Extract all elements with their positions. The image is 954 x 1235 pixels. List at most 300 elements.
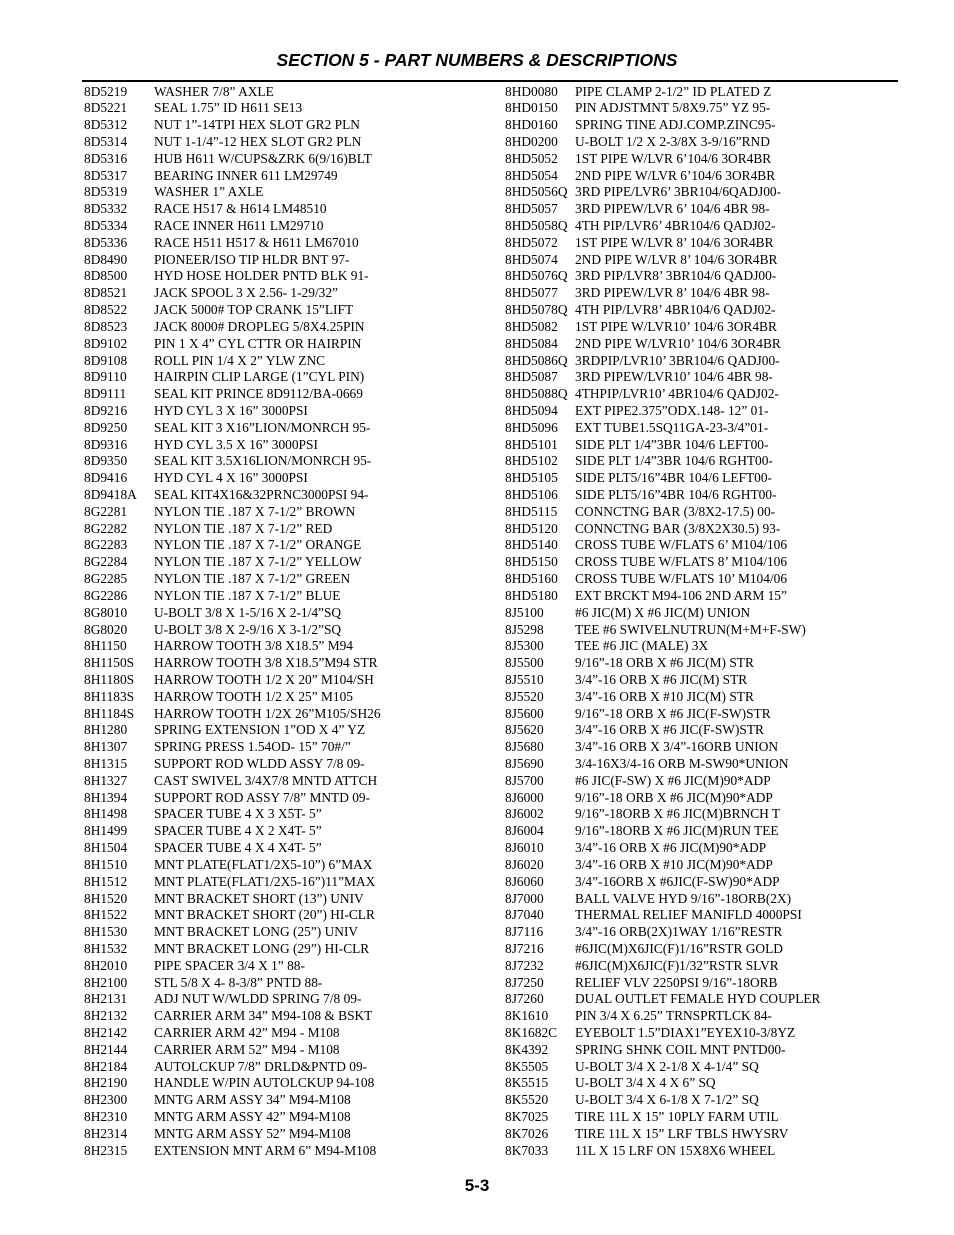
part-number: 8H2315 (84, 1142, 128, 1158)
part-description: 3RD PIPEW/LVR 6’ 104/6 4BR 98- (575, 201, 770, 217)
part-description: CAST SWIVEL 3/4X7/8 MNTD ATTCH (154, 772, 378, 788)
part-row (505, 134, 898, 151)
parts-list-right-column (505, 84, 898, 1160)
part-number: 8J6010 (505, 840, 544, 856)
part-row (505, 739, 898, 756)
part-row (84, 1025, 494, 1042)
part-description: WASHER 7/8” AXLE (154, 83, 274, 99)
part-number: 8HD5054 (505, 167, 558, 183)
part-number: 8H2142 (84, 1025, 128, 1040)
part-number: 8G2285 (84, 571, 128, 587)
part-number: 8J6004 (505, 823, 544, 839)
part-number: 8J5298 (505, 621, 544, 637)
part-row (84, 470, 494, 487)
part-row (84, 235, 494, 252)
part-number: 8H2010 (84, 957, 128, 973)
part-number: 8J6002 (505, 806, 544, 822)
part-number: 8D5336 (84, 234, 128, 250)
part-description: HARROW TOOTH 3/8 X18.5”M94 STR (154, 655, 378, 671)
part-number: 8J7216 (505, 940, 544, 956)
part-row (84, 1126, 494, 1143)
part-row (84, 1042, 494, 1059)
part-description: U-BOLT 1/2 X 2-3/8X 3-9/16”RND (575, 133, 770, 149)
part-description: HYD CYL 4 X 16” 3000PSI (154, 470, 308, 486)
part-description: RACE H517 & H614 LM48510 (154, 201, 327, 217)
part-description: SIDE PLT 1/4”3BR 104/6 LEFT00- (575, 436, 769, 452)
part-row (505, 571, 898, 588)
part-number: 8K7033 (505, 1142, 549, 1158)
part-number: 8HD5077 (505, 285, 558, 301)
part-description: MNT PLATE(FLAT1/2X5-10”) 6”MAX (154, 856, 373, 872)
part-row (84, 1008, 494, 1025)
part-row (84, 924, 494, 941)
part-description: PIPE SPACER 3/4 X 1” 88- (154, 957, 305, 973)
part-row (84, 336, 494, 353)
part-row (505, 991, 898, 1008)
part-number: 8D5314 (84, 133, 128, 149)
part-row (505, 252, 898, 269)
part-description: CONNCTNG BAR (3/8X2X30.5) 93- (575, 520, 781, 536)
part-number: 8D9250 (84, 419, 128, 435)
part-description: CROSS TUBE W/FLATS 6’ M104/106 (575, 537, 788, 553)
part-description: 9/16”-18ORB X #6 JIC(M)BRNCH T (575, 806, 781, 822)
part-description: SPRING SHNK COIL MNT PNTD00- (575, 1041, 786, 1057)
part-number: 8H1530 (84, 924, 128, 940)
part-number: 8HD5120 (505, 520, 558, 536)
part-number: 8D5221 (84, 100, 128, 116)
part-number: 8HD5052 (505, 150, 558, 166)
part-number: 8K5505 (505, 1058, 549, 1074)
part-number: 8D8490 (84, 251, 128, 267)
part-row (84, 117, 494, 134)
part-number: 8G2284 (84, 554, 128, 570)
part-description: U-BOLT 3/8 X 1-5/16 X 2-1/4”SQ (154, 604, 342, 620)
part-number: 8H1307 (84, 739, 128, 755)
part-description: 1ST PIPE W/LVR 6’104/6 3OR4BR (575, 150, 772, 166)
part-number: 8HD5140 (505, 537, 558, 553)
part-description: #6JIC(M)X6JIC(F)1/16”RSTR GOLD (575, 940, 783, 956)
part-description: MNT PLATE(FLAT1/2X5-16”)11”MAX (154, 873, 376, 889)
part-number: 8D9418A (84, 487, 137, 502)
part-number: 8J6020 (505, 856, 544, 872)
part-description: 1ST PIPE W/LVR 8’ 104/6 3OR4BR (575, 234, 774, 250)
part-number: 8D5332 (84, 201, 128, 217)
part-description: CARRIER ARM 42” M94 - M108 (154, 1025, 340, 1040)
part-number: 8HD5057 (505, 201, 558, 217)
part-number: 8J5620 (505, 722, 544, 738)
part-description: 9/16”-18 ORB X #6 JIC(F-SW)STR (575, 705, 771, 721)
part-row (84, 1075, 494, 1092)
part-row (84, 739, 494, 756)
part-row (84, 907, 494, 924)
part-number: 8HD5115 (505, 503, 558, 519)
part-number: 8HD0160 (505, 117, 558, 133)
part-number: 8H2314 (84, 1125, 128, 1141)
part-row (505, 1025, 898, 1042)
part-description: SUPPORT ROD WLDD ASSY 7/8 09- (154, 756, 365, 771)
part-description: NUT 1-1/4”-12 HEX SLOT GR2 PLN (154, 133, 362, 149)
part-number: 8H2131 (84, 991, 128, 1007)
part-number: 8D8500 (84, 268, 128, 284)
part-row (505, 554, 898, 571)
part-row (505, 1143, 898, 1160)
part-row (84, 1109, 494, 1126)
part-number: 8D9110 (84, 369, 127, 385)
part-description: SIDE PLT5/16”4BR 104/6 RGHT00- (575, 487, 777, 502)
part-description: 2ND PIPE W/LVR10’ 104/6 3OR4BR (575, 335, 781, 351)
part-number: 8H2132 (84, 1008, 128, 1024)
part-row (84, 285, 494, 302)
part-description: #6 JIC(F-SW) X #6 JIC(M)90*ADP (575, 772, 771, 788)
part-description: RACE INNER H611 LM29710 (154, 218, 324, 233)
part-number: 8D9102 (84, 335, 128, 351)
part-description: HYD CYL 3 X 16” 3000PSI (154, 402, 308, 418)
part-row (505, 941, 898, 958)
part-description: TEE #6 JIC (MALE) 3X (575, 638, 709, 654)
part-description: SEAL KIT4X16&32PRNC3000PSI 94- (154, 487, 369, 502)
part-row (505, 437, 898, 454)
part-description: WASHER 1” AXLE (154, 184, 264, 200)
part-description: 4THPIP/LVR10’ 4BR104/6 QADJ02- (575, 386, 779, 402)
part-description: U-BOLT 3/8 X 2-9/16 X 3-1/2”SQ (154, 621, 342, 637)
part-number: 8G2286 (84, 587, 128, 603)
part-row (84, 806, 494, 823)
part-row (505, 672, 898, 689)
part-number: 8HD5088Q (505, 386, 568, 402)
part-row (505, 722, 898, 739)
part-number: 8D9416 (84, 470, 128, 486)
part-description: SPACER TUBE 4 X 3 X5T- 5” (154, 806, 322, 822)
part-row (505, 588, 898, 605)
part-description: #6 JIC(M) X #6 JIC(M) UNION (575, 604, 751, 620)
part-number: 8H1150S (84, 655, 135, 671)
part-row (84, 151, 494, 168)
part-row (505, 84, 898, 101)
part-number: 8J5690 (505, 756, 544, 771)
part-row (505, 857, 898, 874)
part-number: 8K5515 (505, 1075, 549, 1091)
part-row (84, 672, 494, 689)
part-number: 8H1183S (84, 688, 135, 704)
part-row (505, 521, 898, 538)
part-description: SEAL KIT 3 X16”LION/MONRCH 95- (154, 419, 371, 435)
part-description: 11L X 15 LRF ON 15X8X6 WHEEL (575, 1142, 776, 1158)
part-number: 8D5319 (84, 184, 128, 200)
part-description: CROSS TUBE W/FLATS 8’ M104/106 (575, 554, 788, 570)
part-description: 9/16”-18 ORB X #6 JIC(M) STR (575, 655, 754, 671)
part-row (505, 924, 898, 941)
part-row (505, 184, 898, 201)
part-description: SEAL KIT 3.5X16LION/MONRCH 95- (154, 453, 372, 469)
part-row (505, 470, 898, 487)
part-row (505, 689, 898, 706)
part-row (505, 420, 898, 437)
part-description: SPRING TINE ADJ.COMP.ZINC95- (575, 117, 776, 133)
part-number: 8H2310 (84, 1109, 128, 1125)
part-row (505, 369, 898, 386)
part-row (84, 168, 494, 185)
part-row (84, 773, 494, 790)
part-description: 3/4”-16 ORB X #10 JIC(M)90*ADP (575, 856, 773, 872)
part-row (505, 773, 898, 790)
part-number: 8HD5150 (505, 554, 558, 570)
part-number: 8G2282 (84, 520, 128, 536)
part-description: 3RD PIP/LVR8’ 3BR104/6 QADJ00- (575, 268, 777, 284)
part-number: 8J7116 (505, 924, 544, 940)
part-row (505, 823, 898, 840)
part-row (84, 84, 494, 101)
part-description: EXTENSION MNT ARM 6” M94-M108 (154, 1142, 377, 1158)
part-description: MNTG ARM ASSY 34” M94-M108 (154, 1092, 351, 1108)
part-number: 8K4392 (505, 1041, 549, 1057)
part-number: 8D5334 (84, 218, 128, 233)
part-row (84, 722, 494, 739)
part-row (505, 537, 898, 554)
part-row (84, 218, 494, 235)
part-description: 2ND PIPE W/LVR 8’ 104/6 3OR4BR (575, 251, 778, 267)
part-row (84, 706, 494, 723)
part-row (84, 134, 494, 151)
part-row (505, 336, 898, 353)
part-description: 3/4”-16 ORB X #6 JIC(M) STR (575, 671, 748, 687)
part-number: 8K7025 (505, 1109, 549, 1125)
part-description: JACK SPOOL 3 X 2.56- 1-29/32” (154, 285, 338, 301)
part-description: NYLON TIE .187 X 7-1/2” YELLOW (154, 554, 362, 570)
part-row (84, 891, 494, 908)
part-number: 8HD0150 (505, 100, 558, 116)
part-description: NYLON TIE .187 X 7-1/2” GREEN (154, 571, 351, 587)
part-row (505, 403, 898, 420)
part-number: 8H1150 (84, 638, 127, 654)
part-number: 8H1180S (84, 671, 135, 687)
part-description: 3/4”-16 ORB X #6 JIC(M)90*ADP (575, 840, 767, 856)
part-description: NYLON TIE .187 X 7-1/2” ORANGE (154, 537, 362, 553)
part-description: SIDE PLT5/16”4BR 104/6 LEFT00- (575, 470, 773, 486)
part-number: 8HD5086Q (505, 352, 568, 368)
part-number: 8HD5058Q (505, 218, 568, 233)
part-number: 8K7026 (505, 1125, 549, 1141)
part-row (505, 453, 898, 470)
part-number: 8HD5074 (505, 251, 558, 267)
part-description: SPRING EXTENSION 1”OD X 4” YZ (154, 722, 366, 738)
part-number: 8J5600 (505, 705, 544, 721)
part-row (505, 100, 898, 117)
part-number: 8HD5160 (505, 571, 558, 587)
part-description: SPRING PRESS 1.54OD- 15” 70#/” (154, 739, 351, 755)
part-number: 8H2190 (84, 1075, 128, 1091)
part-row (84, 268, 494, 285)
part-description: NYLON TIE .187 X 7-1/2” BROWN (154, 503, 356, 519)
part-row (84, 991, 494, 1008)
part-number: 8HD5105 (505, 470, 558, 486)
part-number: 8H2184 (84, 1058, 128, 1074)
part-number: 8D5317 (84, 167, 128, 183)
part-number: 8G8020 (84, 621, 128, 637)
part-row (84, 487, 494, 504)
part-number: 8J5100 (505, 604, 544, 620)
part-description: EXT TUBE1.5SQ11GA-23-3/4”01- (575, 419, 769, 435)
part-description: CONNCTNG BAR (3/8X2-17.5) 00- (575, 503, 776, 519)
part-number: 8H1520 (84, 890, 128, 906)
part-description: NYLON TIE .187 X 7-1/2” RED (154, 520, 333, 536)
part-row (84, 319, 494, 336)
part-row (84, 756, 494, 773)
part-description: 9/16”-18 ORB X #6 JIC(M)90*ADP (575, 789, 773, 805)
part-row (505, 218, 898, 235)
part-row (505, 268, 898, 285)
part-description: HUB H611 W/CUPS&ZRK 6(9/16)BLT (154, 150, 372, 166)
part-row (84, 521, 494, 538)
part-description: SPACER TUBE 4 X 2 X4T- 5” (154, 823, 322, 839)
part-description: HANDLE W/PIN AUTOLCKUP 94-108 (154, 1075, 375, 1091)
part-description: HARROW TOOTH 1/2X 26”M105/SH26 (154, 705, 381, 721)
part-number: 8HD5087 (505, 369, 558, 385)
part-description: #6JIC(M)X6JIC(F)1/32”RSTR SLVR (575, 957, 779, 973)
part-row (505, 353, 898, 370)
part-description: CARRIER ARM 52” M94 - M108 (154, 1041, 340, 1057)
part-description: HARROW TOOTH 3/8 X18.5” M94 (154, 638, 354, 654)
part-number: 8H1510 (84, 856, 128, 872)
part-row (84, 622, 494, 639)
part-description: RACE H511 H517 & H611 LM67010 (154, 234, 359, 250)
part-row (505, 1008, 898, 1025)
part-number: 8H1315 (84, 756, 128, 771)
part-description: MNT BRACKET LONG (25”) UNIV (154, 924, 359, 940)
part-row (84, 369, 494, 386)
part-number: 8H1504 (84, 840, 128, 856)
part-number: 8HD5106 (505, 487, 558, 502)
part-number: 8H1522 (84, 907, 128, 923)
part-description: MNT BRACKET SHORT (13”) UNIV (154, 890, 364, 906)
part-row (84, 437, 494, 454)
part-description: MNTG ARM ASSY 52” M94-M108 (154, 1125, 351, 1141)
part-row (505, 168, 898, 185)
part-description: EXT PIPE2.375”ODX.148- 12” 01- (575, 402, 769, 418)
part-number: 8K5520 (505, 1092, 549, 1108)
part-row (505, 1042, 898, 1059)
part-description: HARROW TOOTH 1/2 X 25” M105 (154, 688, 354, 704)
part-number: 8H1499 (84, 823, 128, 839)
part-row (505, 874, 898, 891)
part-description: 4TH PIP/LVR6’ 4BR104/6 QADJ02- (575, 218, 776, 233)
part-description: JACK 5000# TOP CRANK 15”LIFT (154, 302, 354, 318)
part-row (505, 655, 898, 672)
part-number: 8J5520 (505, 688, 544, 704)
part-number: 8D9216 (84, 402, 128, 418)
part-description: JACK 8000# DROPLEG 5/8X4.25PIN (154, 318, 365, 334)
part-row (84, 504, 494, 521)
part-description: 3RD PIPEW/LVR10’ 104/6 4BR 98- (575, 369, 773, 385)
part-description: 1ST PIPE W/LVR10’ 104/6 3OR4BR (575, 318, 777, 334)
part-row (84, 353, 494, 370)
part-description: 3RDPIP/LVR10’ 3BR104/6 QADJ00- (575, 352, 780, 368)
part-description: MNTG ARM ASSY 42” M94-M108 (154, 1109, 351, 1125)
part-description: 3/4”-16 ORB(2X)1WAY 1/16”RESTR (575, 924, 783, 940)
part-number: 8H2300 (84, 1092, 128, 1108)
part-row (84, 1092, 494, 1109)
part-row (84, 790, 494, 807)
part-description: CARRIER ARM 34” M94-108 & BSKT (154, 1008, 373, 1024)
part-row (505, 975, 898, 992)
part-row (505, 806, 898, 823)
part-description: 3/4”-16 ORB X #6 JIC(F-SW)STR (575, 722, 764, 738)
part-row (505, 1059, 898, 1076)
part-description: TEE #6 SWIVELNUTRUN(M+M+F-SW) (575, 621, 806, 637)
part-row (84, 252, 494, 269)
part-row (84, 453, 494, 470)
part-row (505, 1109, 898, 1126)
part-number: 8J5300 (505, 638, 544, 654)
part-number: 8D9111 (84, 386, 127, 402)
part-row (505, 706, 898, 723)
part-number: 8D5312 (84, 117, 128, 133)
part-description: STL 5/8 X 4- 8-3/8” PNTD 88- (154, 974, 323, 990)
part-description: EYEBOLT 1.5”DIAX1”EYEX10-3/8YZ (575, 1025, 796, 1040)
part-description: 3RD PIPE/LVR6’ 3BR104/6QADJ00- (575, 184, 782, 200)
part-row (84, 1143, 494, 1160)
part-row (505, 151, 898, 168)
part-number: 8J7232 (505, 957, 544, 973)
part-number: 8D9350 (84, 453, 128, 469)
part-number: 8HD5082 (505, 318, 558, 334)
part-number: 8HD0080 (505, 83, 558, 99)
part-row (505, 201, 898, 218)
part-number: 8J6060 (505, 873, 544, 889)
part-row (505, 622, 898, 639)
part-row (84, 638, 494, 655)
part-number: 8D8521 (84, 285, 128, 301)
part-row (505, 638, 898, 655)
part-row (84, 571, 494, 588)
part-number: 8K1610 (505, 1008, 549, 1024)
part-row (84, 823, 494, 840)
part-number: 8G2281 (84, 503, 128, 519)
part-row (505, 1126, 898, 1143)
part-description: ROLL PIN 1/4 X 2” YLW ZNC (154, 352, 326, 368)
part-row (505, 756, 898, 773)
part-row (505, 487, 898, 504)
part-row (84, 1059, 494, 1076)
header-rule (82, 80, 898, 82)
part-description: DUAL OUTLET FEMALE HYD COUPLER (575, 991, 821, 1007)
part-number: 8HD0200 (505, 133, 558, 149)
part-description: HYD HOSE HOLDER PNTD BLK 91- (154, 268, 369, 284)
part-row (84, 941, 494, 958)
part-description: TIRE 11L X 15” LRF TBLS HWYSRV (575, 1125, 789, 1141)
part-row (84, 554, 494, 571)
part-number: 8J7040 (505, 907, 544, 923)
part-description: SEAL 1.75” ID H611 SE13 (154, 100, 303, 116)
part-row (505, 1092, 898, 1109)
part-row (84, 386, 494, 403)
part-description: PIPE CLAMP 2-1/2” ID PLATED Z (575, 83, 772, 99)
part-number: 8HD5180 (505, 587, 558, 603)
part-row (505, 790, 898, 807)
part-number: 8HD5102 (505, 453, 558, 469)
part-description: BALL VALVE HYD 9/16”-18ORB(2X) (575, 890, 792, 906)
part-number: 8J5700 (505, 772, 544, 788)
part-description: MNT BRACKET SHORT (20”) HI-CLR (154, 907, 375, 923)
part-description: SUPPORT ROD ASSY 7/8” MNTD 09- (154, 789, 371, 805)
part-number: 8H1532 (84, 940, 128, 956)
part-number: 8J5680 (505, 739, 544, 755)
part-row (84, 100, 494, 117)
part-row (84, 201, 494, 218)
part-description: PIONEER/ISO TIP HLDR BNT 97- (154, 251, 350, 267)
part-description: BEARING INNER 611 LM29749 (154, 167, 338, 183)
part-row (505, 235, 898, 252)
part-description: 3/4”-16ORB X #6JIC(F-SW)90*ADP (575, 873, 780, 889)
